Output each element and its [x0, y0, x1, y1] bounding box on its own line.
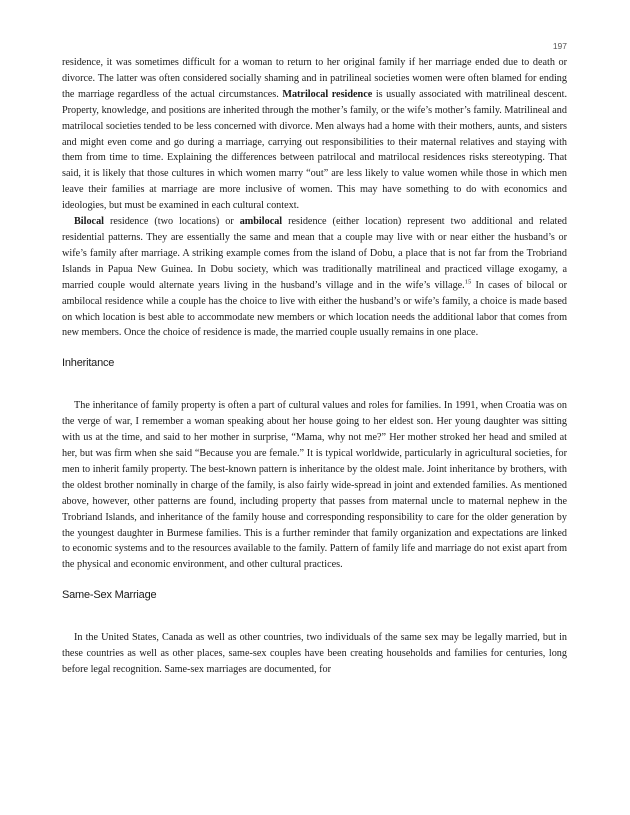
paragraph-text: is usually associated with matrilineal descent. Property, knowledge, and positions are inherited through the mother’s family, or the wife’s mother’s family. Matrilineal and matrilocal societies tended to be less concerned with divorce. Men always had a home with their mothers, aunts, and sisters and might even come and go during a marriage, carrying out responsibilities to their maternal relatives and staying with them from time to time. Explaining the differences between patrilocal and matrilocal residences risks stereotyping. That said, it is likely that those cultures in which women marry “out” are less likely to value women while those in which men leave their families at marriage are more inclusive of women. This may have something to do with economics and ideologies, but must be examined in each cultural context. [62, 88, 568, 212]
paragraph-residence-continued [62, 55, 567, 214]
paragraph-same-sex-marriage: In the United States, Canada as well as other countries, two individuals of the same sex may be legally married, but in these countries as well as other places, same-sex couples have been creating households and families for centuries, long before legal recognition. Same-sex marriages are documented, for [62, 632, 567, 676]
paragraph-bilocal-residence [62, 214, 567, 341]
paragraph-inheritance: The inheritance of family property is often a part of cultural values and roles for families. In 1991, when Croatia was on the verge of war, I remember a woman speaking about her house going to her eldest son. Her young daughter was sitting with us at the time, and said to her mother in surprise, “Mama, why not me?” Her mother stroked her head and smiled at her, but was firm when she said “Because you are female.” It is typical worldwide, particularly in agricultural societies, for men to inherit family property. The best-known pattern is inheritance by the oldest male. Joint inheritance by brothers, with the oldest brother nominally in charge of the family, is also fairly wide-spread in joint and extended families. As mentioned above, however, other patterns are found, including property that passes from maternal uncle to maternal nephew in the Trobriand Islands, and inheritance of the family house and corresponding responsibility to care for the older generation by the youngest daughter in Burmese families. This is a further reminder that family organization and expectations are linked to economic systems and to the resources available to the family. Pattern of family life and marriage do not exist apart from the physical and economic environment, and other cultural practices. [62, 400, 567, 571]
heading-inheritance: Inheritance [62, 357, 115, 370]
paragraph-text: residence (two locations) or [104, 216, 240, 228]
paragraph-text: residence, it was sometimes difficult for a woman to return to her original family if her marriage ended due to death or divorce. The latter was often considered socially shaming and in patrilineal societies women were often blamed for ending the marriage regardless of the actual circumstances. [62, 57, 567, 100]
paragraph-text: residence (either location) represent two additional and related residential patterns. They are essentially the same and mean that a couple may live with or near either the husband’s or wife’s family after marriage. A striking example comes from the island of Dobu, a place that is not far from the Trobriand Islands in Papua New Guinea. In Dobu society, which was traditionally matrilineal and practiced village exogamy, a married couple would alternate years living in the husband’s village and in the wife’s village. [62, 216, 567, 291]
page-number: 197 [552, 41, 567, 51]
term-bilocal: Bilocal [74, 216, 104, 228]
heading-same-sex-marriage: Same-Sex Marriage [62, 589, 157, 602]
paragraph-text: In cases of bilocal or ambilocal residence while a couple has the choice to live with either the husband’s or wife’s family, a choice is made based on which location is best able to accommodate new members or which location needs the additional labor that comes from new members. Once the choice of residence is made, the married couple usually remains in one place. [62, 279, 567, 339]
footnote-marker[interactable]: 15 [464, 278, 472, 286]
term-ambilocal: ambilocal [239, 216, 283, 228]
term-matrilocal-residence: Matrilocal residence [282, 88, 373, 100]
document-page [62, 0, 567, 815]
page-content [62, 55, 567, 678]
